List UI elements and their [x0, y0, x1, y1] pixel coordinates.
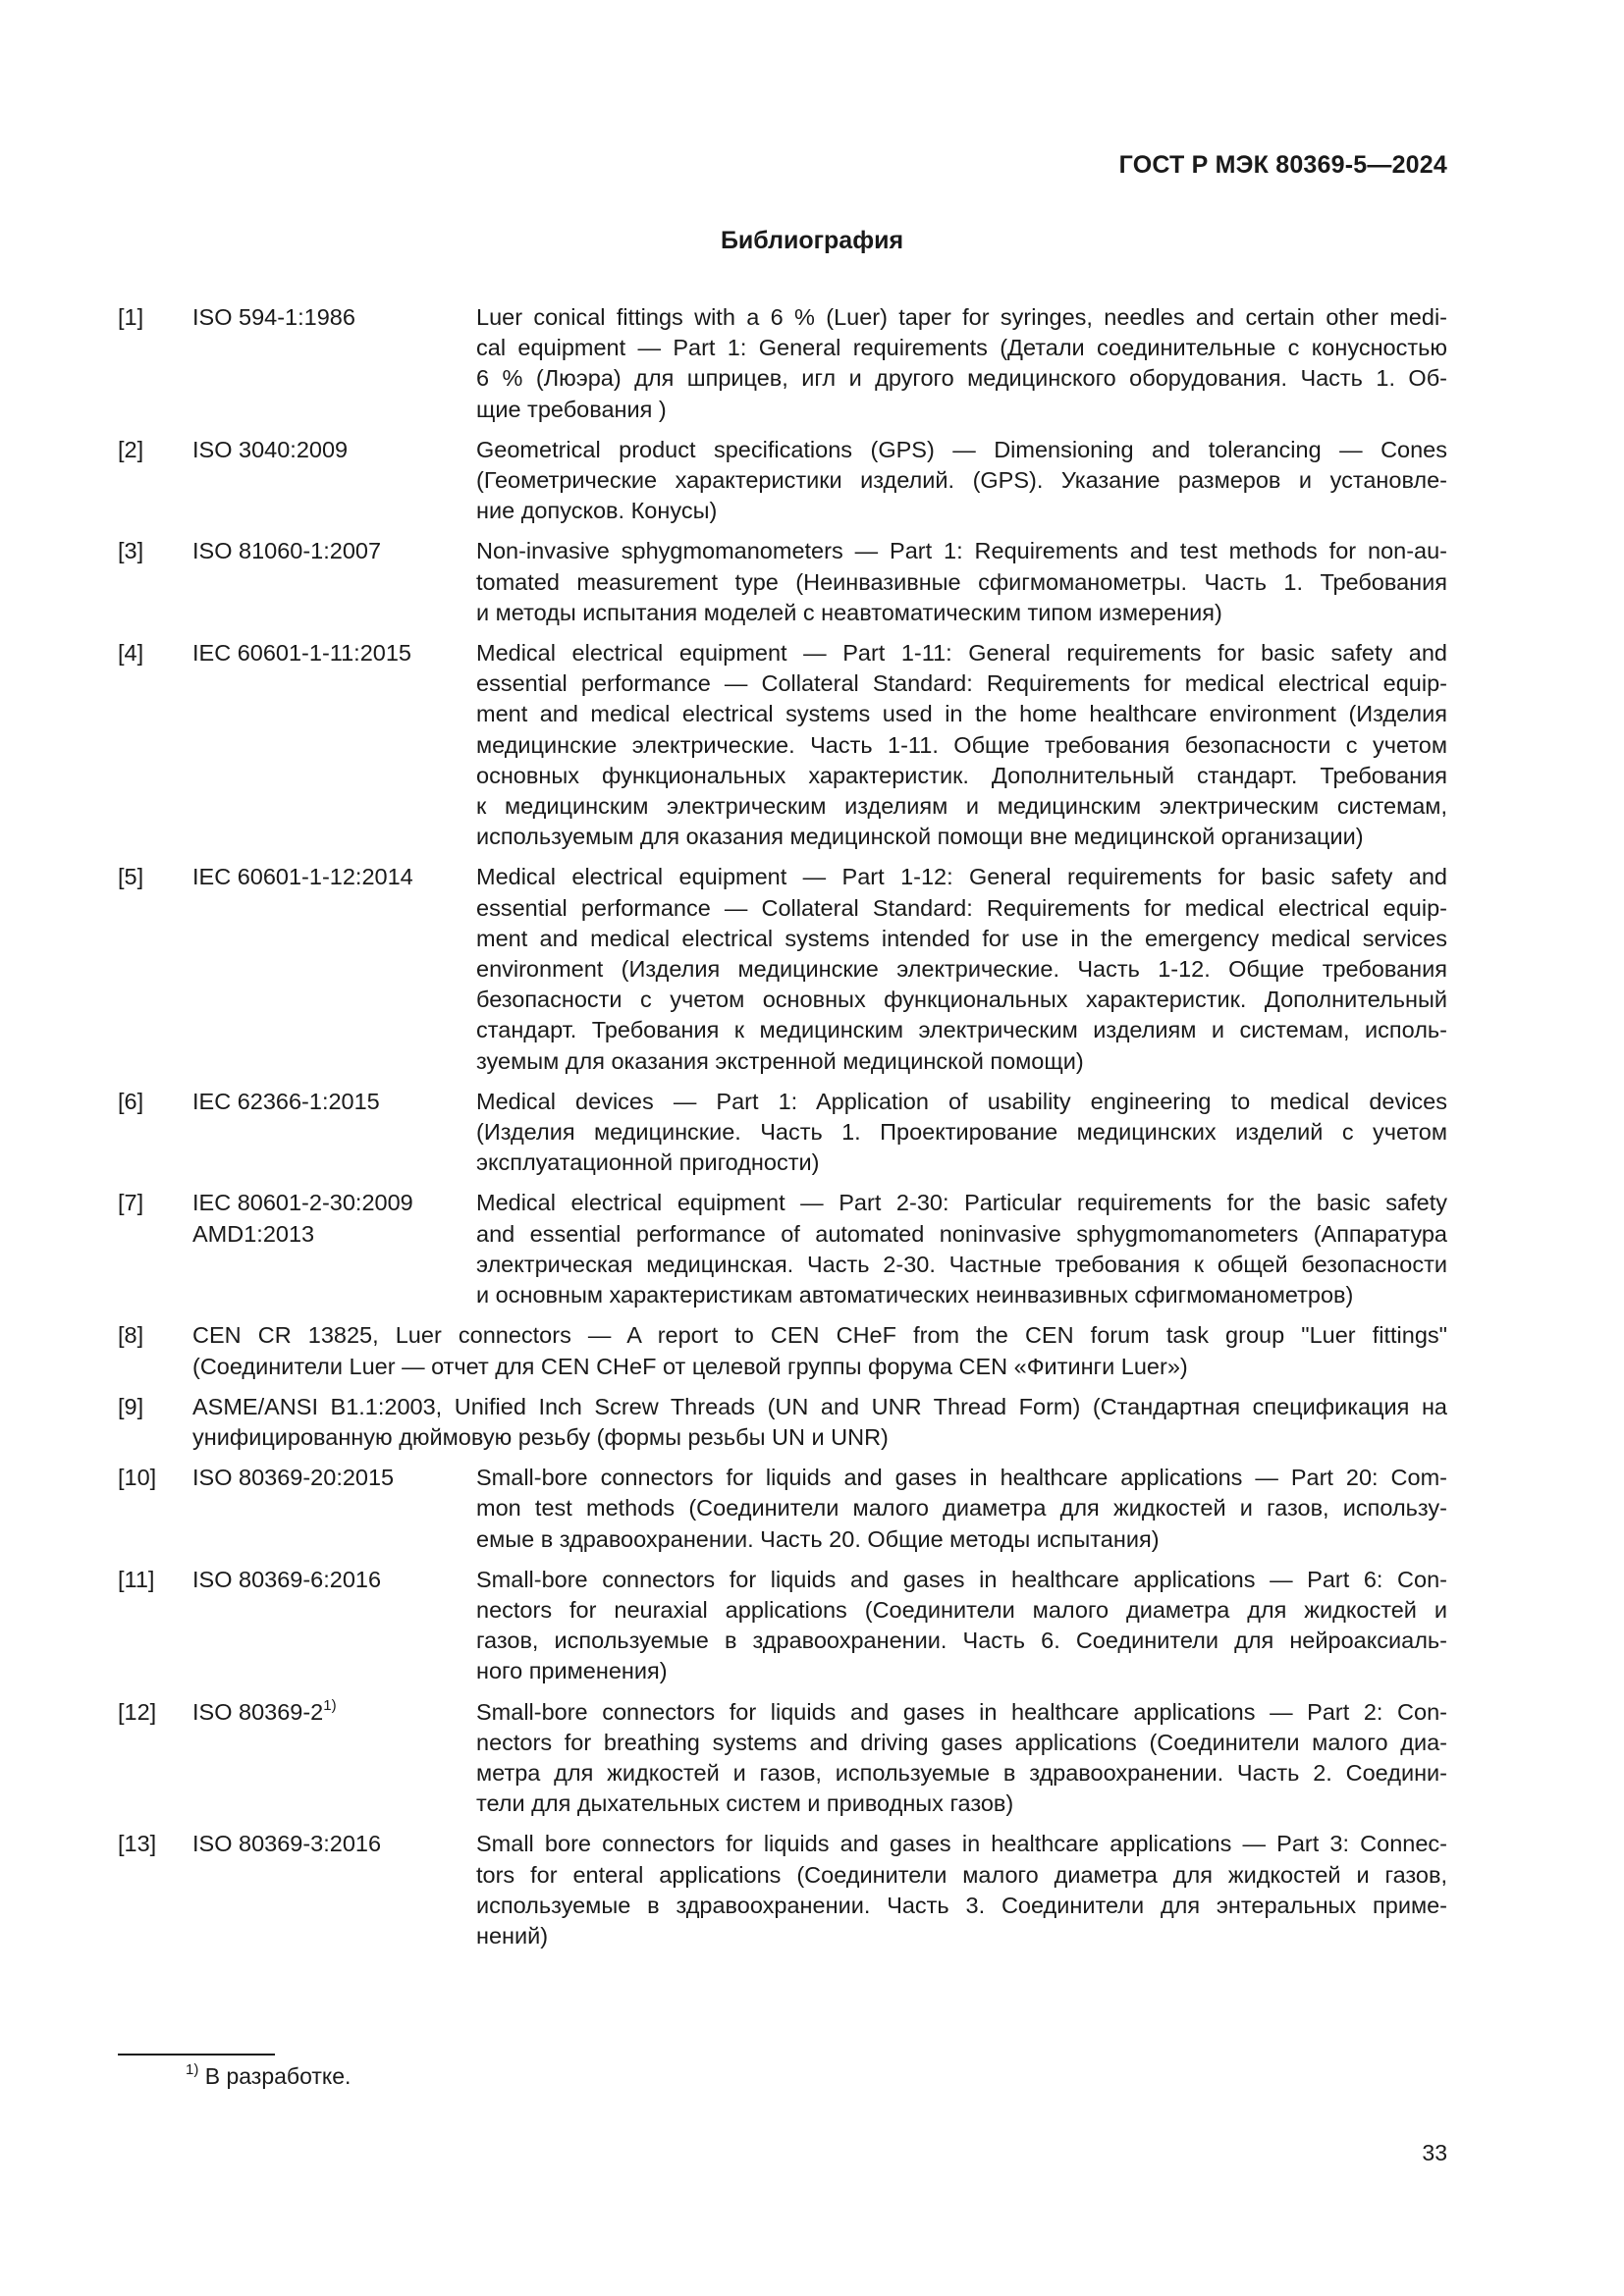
entry-number: [8] — [118, 1322, 144, 1349]
page-number: 33 — [1422, 2140, 1447, 2165]
bibliography-entry — [118, 435, 1447, 527]
entry-title: Luer conical fittings with a 6 % (Luer) taper for syringes, needles and certain other medi- cal equipment — Part 1: General requirements (Детали соединительные с конусностью 6 % (Люэра) для шприцев, игл и другого медицинского оборудования. Часть 1. Об- щие требования ) — [476, 304, 1447, 422]
standard-code: ISO 594-1:1986 — [192, 304, 355, 330]
bibliography-entry — [118, 1829, 1447, 1951]
entry-title: Medical electrical equipment — Part 1-12: General requirements for basic safety and essential performance — Collateral Standard: Requirements for medical electrical equip- ment and medical electrical systems intended for use in the emergency medical services environment (Изделия медицинские электрические. Часть 1-12. Общие требования безопасности с учетом основных функциональных характеристик. Дополнительный стандарт. Требования к медицинским электрическим изделиям и системам, исполь- зуемым для оказания экстренной медицинской помощи) — [476, 864, 1447, 1074]
entry-title: Non-invasive sphygmomanometers — Part 1: Requirements and test methods for non-au- tomated measurement type (Неинвазивные сфигмоманометры. Часть 1. Требования и методы испытания моделей с неавтоматическим типом измерения) — [476, 538, 1447, 625]
footnote-text: В разработке. — [204, 2063, 352, 2089]
bibliography-entry — [118, 536, 1447, 628]
bibliography-entry — [118, 1392, 1447, 1453]
entry-number: [6] — [118, 1088, 144, 1114]
standard-code: ISO 80369-3:2016 — [192, 1831, 382, 1857]
entry-standard-code — [192, 302, 476, 425]
entry-number: [11] — [118, 1566, 155, 1592]
entry-number: [1] — [118, 304, 144, 330]
bibliography-entry — [118, 1565, 1447, 1687]
entry-standard-code — [192, 1565, 476, 1687]
entry-standard-code — [192, 1829, 476, 1951]
footnote — [186, 2061, 351, 2091]
bibliography-list — [118, 302, 1447, 1961]
standard-code: ISO 3040:2009 — [192, 436, 349, 462]
entry-title: Medical devices — Part 1: Application of usability engineering to medical devices (Изделия медицинские. Часть 1. Проектирование медицинских изделий с учетом эксплуатационной пригодности) — [476, 1088, 1447, 1176]
bibliography-entry — [118, 638, 1447, 852]
bibliography-entry — [118, 1463, 1447, 1555]
footnote-ref: 1) — [323, 1696, 337, 1714]
entry-number: [2] — [118, 436, 144, 462]
bibliography-entry — [118, 862, 1447, 1076]
entry-number: [9] — [118, 1393, 144, 1419]
entry-number: [7] — [118, 1190, 144, 1216]
footnote-divider — [118, 2054, 275, 2056]
standard-code: ISO 81060-1:2007 — [192, 538, 382, 564]
standard-code: ISO 80369-6:2016 — [192, 1566, 382, 1592]
page-title: Библиография — [720, 227, 904, 254]
footnote-marker: 1) — [186, 2061, 199, 2078]
entry-standard-code — [192, 536, 476, 628]
bibliography-entry — [118, 302, 1447, 425]
entry-number: [12] — [118, 1698, 157, 1725]
standard-code: ISO 80369-2 — [192, 1698, 324, 1725]
standard-code: IEC 60601-1-12:2014 — [192, 864, 413, 890]
entry-title: Small-bore connectors for liquids and gases in healthcare applications — Part 20: Com- mon test methods (Соединители малого диаметра для жидкостей и газов, использу- емые в здравоохранении. Часть 20. Общие методы испытания) — [476, 1465, 1447, 1552]
entry-number: [3] — [118, 538, 144, 564]
document-code: ГОСТ Р МЭК 80369-5—2024 — [1118, 151, 1447, 179]
entry-number: [10] — [118, 1465, 157, 1491]
standard-code: ISO 80369-20:2015 — [192, 1465, 395, 1491]
entry-number: [4] — [118, 640, 144, 667]
entry-title: Medical electrical equipment — Part 1-11: General requirements for basic safety and essential performance — Collateral Standard: Requirements for medical electrical equip- ment and medical electrical systems used in the home healthcare environment (Изделия медицинские электрические. Часть 1-11. Общие требования безопасности с учетом основных функциональных характеристик. Дополнительный стандарт. Требования к медицинским электрическим изделиям и медицинским электрическим системам, используемым для оказания медицинской помощи вне медицинской организации) — [476, 640, 1447, 850]
entry-standard-code — [192, 638, 476, 852]
entry-number: [5] — [118, 864, 144, 890]
bibliography-entry — [118, 1320, 1447, 1381]
bibliography-entry — [118, 1087, 1447, 1179]
standard-code: IEC 60601-1-11:2015 — [192, 640, 411, 667]
entry-standard-code — [192, 1697, 476, 1820]
entry-title: Medical electrical equipment — Part 2-30: Particular requirements for the basic safety and essential performance of automated noninvasive sphygmomanometers (Аппаратура электрическая медицинская. Часть 2-30. Частные требования к общей безопасности и основным характеристикам автоматических неинвазивных сфигмоманометров) — [476, 1190, 1447, 1308]
standard-amendment: AMD1:2013 — [192, 1220, 315, 1247]
entry-title: Small-bore connectors for liquids and gases in healthcare applications — Part 2: Con- nectors for breathing systems and driving gases applications (Соединители малого диа- метра для жидкостей и газов, используемые в здравоохранении. Часть 2. Соедини- тели для дыхательных систем и приводных газов) — [476, 1698, 1447, 1817]
entry-standard-code — [192, 1463, 476, 1555]
entry-standard-code — [192, 1087, 476, 1179]
entry-number: [13] — [118, 1831, 157, 1857]
entry-text: CEN CR 13825, Luer connectors — A report to CEN CHeF from the CEN forum task group "Luer fittings" (Соединители Luer — отчет для CEN CHeF от целевой группы форума CEN «Фитинги Luer») — [192, 1322, 1447, 1379]
entry-title: Geometrical product specifications (GPS) — Dimensioning and tolerancing — Cones (Геометрические характеристики изделий. (GPS). Указание размеров и установле- ние допусков. Конусы) — [476, 436, 1447, 524]
entry-standard-code — [192, 862, 476, 1076]
standard-code: IEC 80601-2-30:2009 — [192, 1190, 413, 1216]
entry-standard-code — [192, 1188, 476, 1310]
bibliography-entry — [118, 1188, 1447, 1310]
entry-title: Small-bore connectors for liquids and gases in healthcare applications — Part 6: Con- nectors for neuraxial applications (Соединители малого диаметра для жидкостей и газов, используемые в здравоохранении. Часть 6. Соединители для нейроаксиаль- ного применения) — [476, 1566, 1447, 1684]
entry-text: ASME/ANSI B1.1:2003, Unified Inch Screw Threads (UN and UNR Thread Form) (Стандартная спецификация на унифицированную дюймовую резьбу (формы резьбы UN и UNR) — [192, 1393, 1447, 1450]
standard-code: IEC 62366-1:2015 — [192, 1088, 380, 1114]
entry-title: Small bore connectors for liquids and gases in healthcare applications — Part 3: Connec- tors for enteral applications (Соединители малого диаметра для жидкостей и газов, используемые в здравоохранении. Часть 3. Соединители для энтеральных приме- нений) — [476, 1831, 1447, 1949]
bibliography-entry — [118, 1697, 1447, 1820]
entry-standard-code — [192, 435, 476, 527]
